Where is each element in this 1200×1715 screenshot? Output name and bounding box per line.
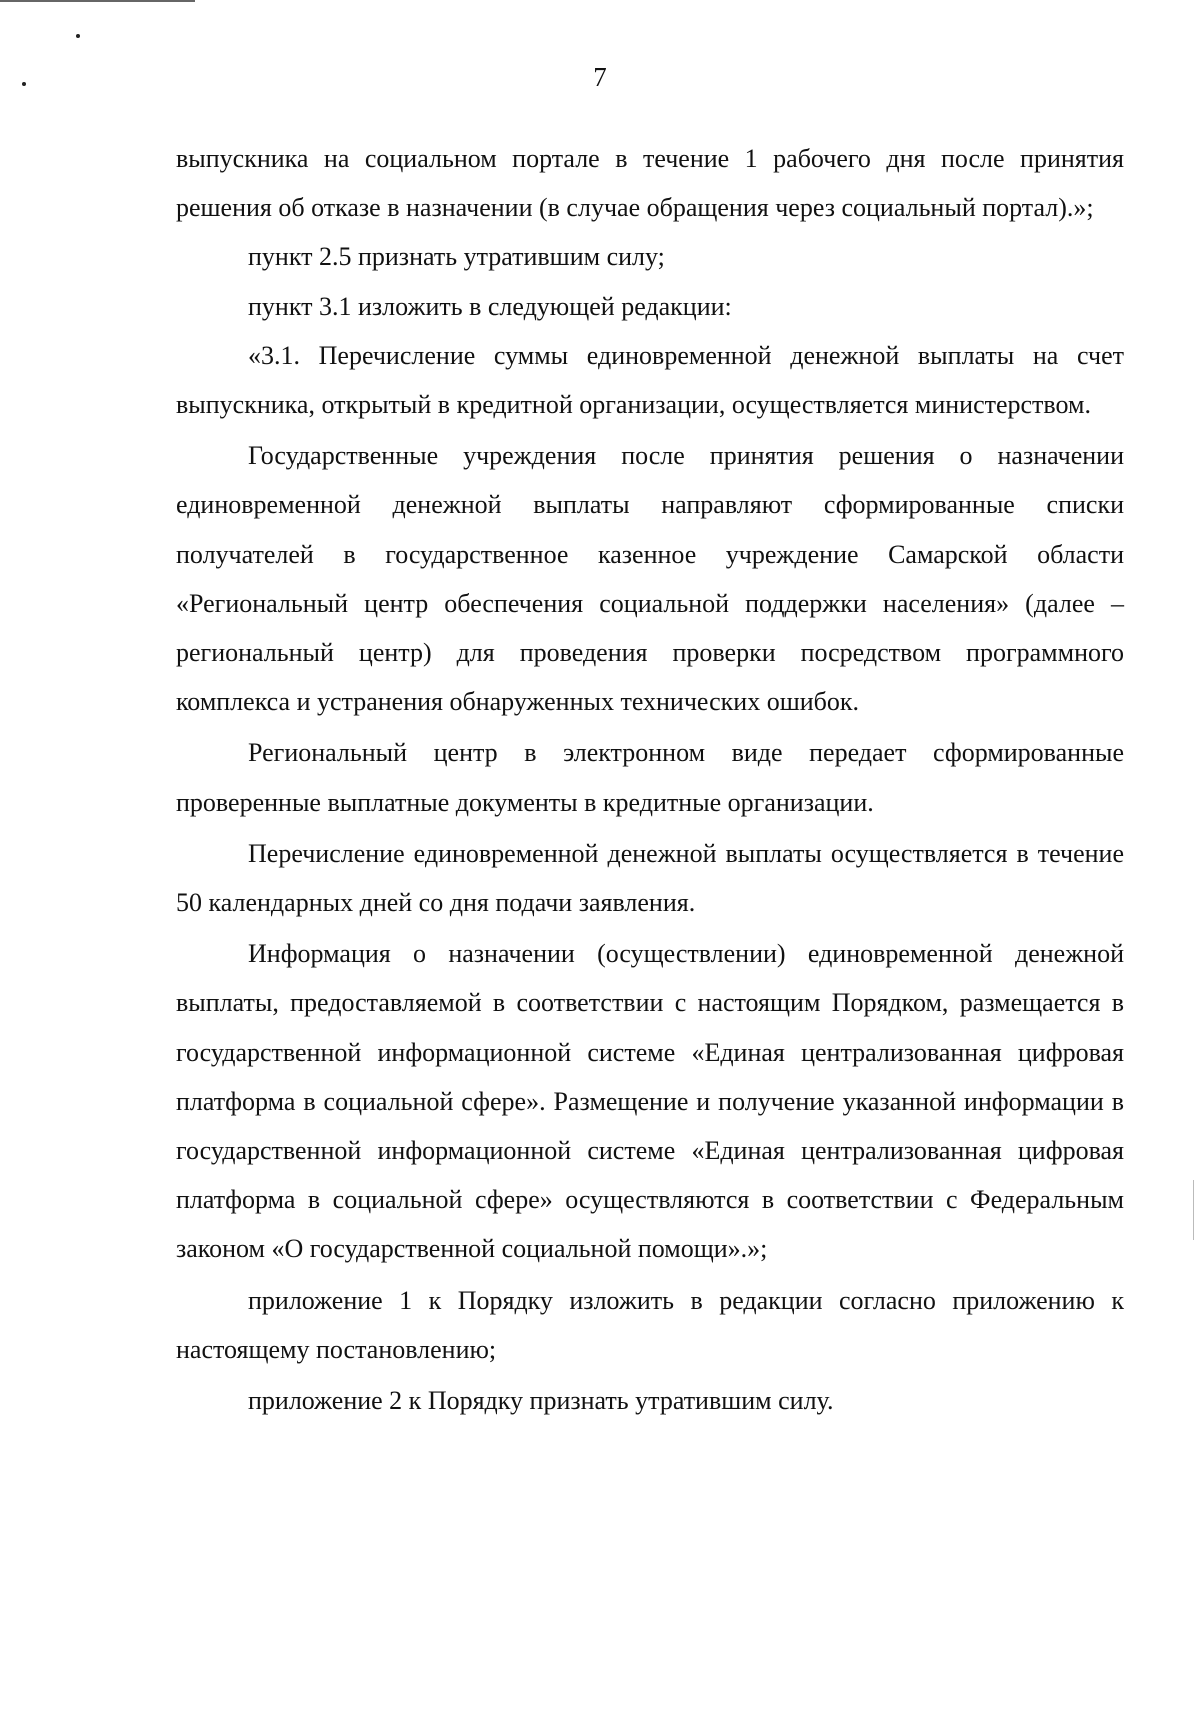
paragraph: «3.1. Перечисление суммы единовременной денежной выплаты на счет выпускника, открытый в кредитной организации, осуществляется министерством. [176,340,1124,420]
page-number: 7 [593,62,607,92]
document-body [176,134,1124,1425]
paragraph: пункт 2.5 признать утратившим силу; [248,242,665,272]
paragraph: Информация о назначении (осуществлении) единовременной денежной выплаты, предоставляемой в соответствии с настоящим Порядком, размещается в государственной информационной системе «Единая централизованная цифровая платформа в социальной сфере». Размещение и получение указанной информации в государственной информационной системе «Единая централизованная цифровая платформа в социальной сфере» осуществляются в соответствии с Федеральным законом «О государственной социальной помощи».»; [176,939,1124,1264]
paragraph: выпускника на социальном портале в течение 1 рабочего дня после принятия решения об отказе в назначении (в случае обращения через социальный портал).»; [176,144,1124,223]
paragraph: Перечисление единовременной денежной выплаты осуществляется в течение 50 календарных дней со дня подачи заявления. [176,838,1124,918]
paragraph: Государственные учреждения после принятия решения о назначении единовременной денежной выплаты направляют сформированные списки получателей в государственное казенное учреждение Самарской области «Региональный центр обеспечения социальной поддержки населения» (далее – региональный центр) для проведения проверки посредством программного комплекса и устранения обнаруженных технических ошибок. [176,441,1124,717]
paragraph: пункт 3.1 изложить в следующей редакции: [248,291,732,321]
paragraph: приложение 2 к Порядку признать утратившим силу. [248,1386,834,1416]
scan-edge-line [0,0,195,2]
scan-dot [76,34,80,38]
scan-edge-mark [1193,1180,1194,1240]
paragraph: Региональный центр в электронном виде передает сформированные проверенные выплатные документы в кредитные организации. [176,738,1124,817]
paragraph: приложение 1 к Порядку изложить в редакции согласно приложению к настоящему постановлению; [176,1285,1124,1364]
